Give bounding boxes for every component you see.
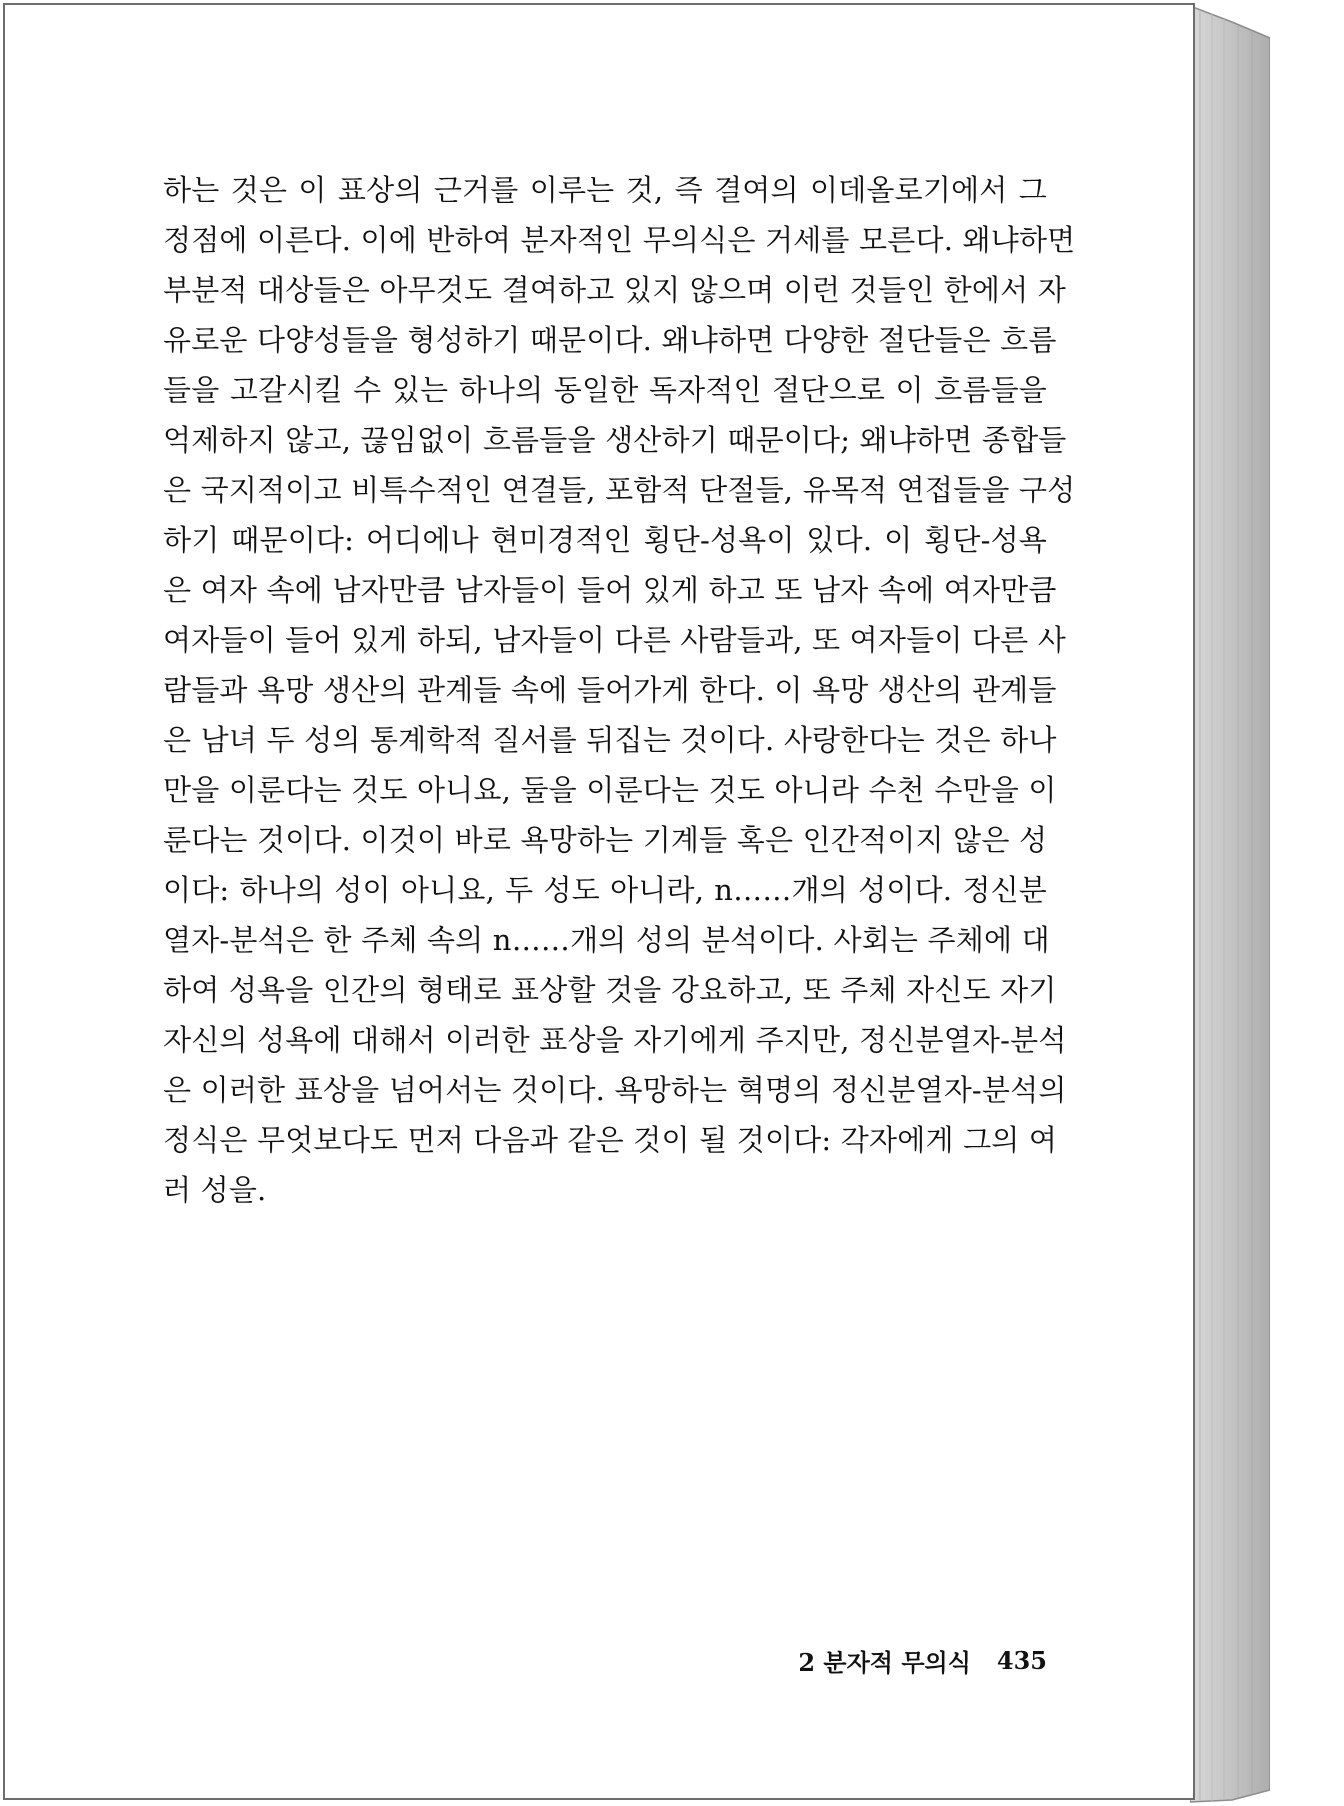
text-line: 여자들이 들어 있게 하되, 남자들이 다른 사람들과, 또 여자들이 다른 사	[163, 623, 1067, 657]
page-number: 435	[996, 1645, 1047, 1675]
text-line: 러 성을.	[163, 1173, 267, 1207]
text-line: 은 여자 속에 남자만큼 남자들이 들어 있게 하고 또 남자 속에 여자만큼	[163, 573, 1057, 607]
text-line: 하는 것은 이 표상의 근거를 이루는 것, 즉 결여의 이데올로기에서 그	[163, 173, 1047, 207]
chapter-title: 2 분자적 무의식	[798, 1647, 971, 1677]
text-line: 은 남녀 두 성의 통계학적 질서를 뒤집는 것이다. 사랑한다는 것은 하나	[163, 723, 1057, 757]
text-line: 억제하지 않고, 끊임없이 흐름들을 생산하기 때문이다; 왜냐하면 종합들	[163, 423, 1067, 457]
text-line: 람들과 욕망 생산의 관계들 속에 들어가게 한다. 이 욕망 생산의 관계들	[163, 673, 1057, 707]
text-line: 만을 이룬다는 것도 아니요, 둘을 이룬다는 것도 아니라 수천 수만을 이	[163, 773, 1057, 807]
book-page	[3, 3, 1195, 1800]
text-line: 은 이러한 표상을 넘어서는 것이다. 욕망하는 혁명의 정신분열자-분석의	[163, 1073, 1067, 1107]
text-line: 정점에 이른다. 이에 반하여 분자적인 무의식은 거세를 모른다. 왜냐하면	[163, 223, 1076, 257]
text-line: 은 국지적이고 비특수적인 연결들, 포함적 단절들, 유목적 연접들을 구성	[163, 473, 1076, 507]
running-footer	[795, 1640, 1047, 1680]
text-line: 이다: 하나의 성이 아니요, 두 성도 아니라, n……개의 성이다. 정신분	[163, 873, 1047, 907]
text-line: 부분적 대상들은 아무것도 결여하고 있지 않으며 이런 것들인 한에서 자	[163, 273, 1066, 307]
text-line: 자신의 성욕에 대해서 이러한 표상을 자기에게 주지만, 정신분열자-분석	[163, 1023, 1067, 1057]
text-line: 정식은 무엇보다도 먼저 다음과 같은 것이 될 것이다: 각자에게 그의 여	[163, 1123, 1058, 1157]
text-line: 하여 성욕을 인간의 형태로 표상할 것을 강요하고, 또 주체 자신도 자기	[163, 973, 1057, 1007]
text-line: 하기 때문이다: 어디에나 현미경적인 횡단-성욕이 있다. 이 횡단-성욕	[163, 523, 1047, 557]
page-body-text	[163, 165, 1076, 1215]
page-edge-shape	[1190, 0, 1270, 1806]
text-line: 유로운 다양성들을 형성하기 때문이다. 왜냐하면 다양한 절단들은 흐름	[163, 323, 1057, 357]
text-line: 들을 고갈시킬 수 있는 하나의 동일한 독자적인 절단으로 이 흐름들을	[163, 373, 1047, 407]
text-line: 룬다는 것이다. 이것이 바로 욕망하는 기계들 혹은 인간적이지 않은 성	[163, 823, 1048, 857]
text-line: 열자-분석은 한 주체 속의 n……개의 성의 분석이다. 사회는 주체에 대	[163, 923, 1050, 957]
book-page-edge	[1190, 0, 1270, 1806]
